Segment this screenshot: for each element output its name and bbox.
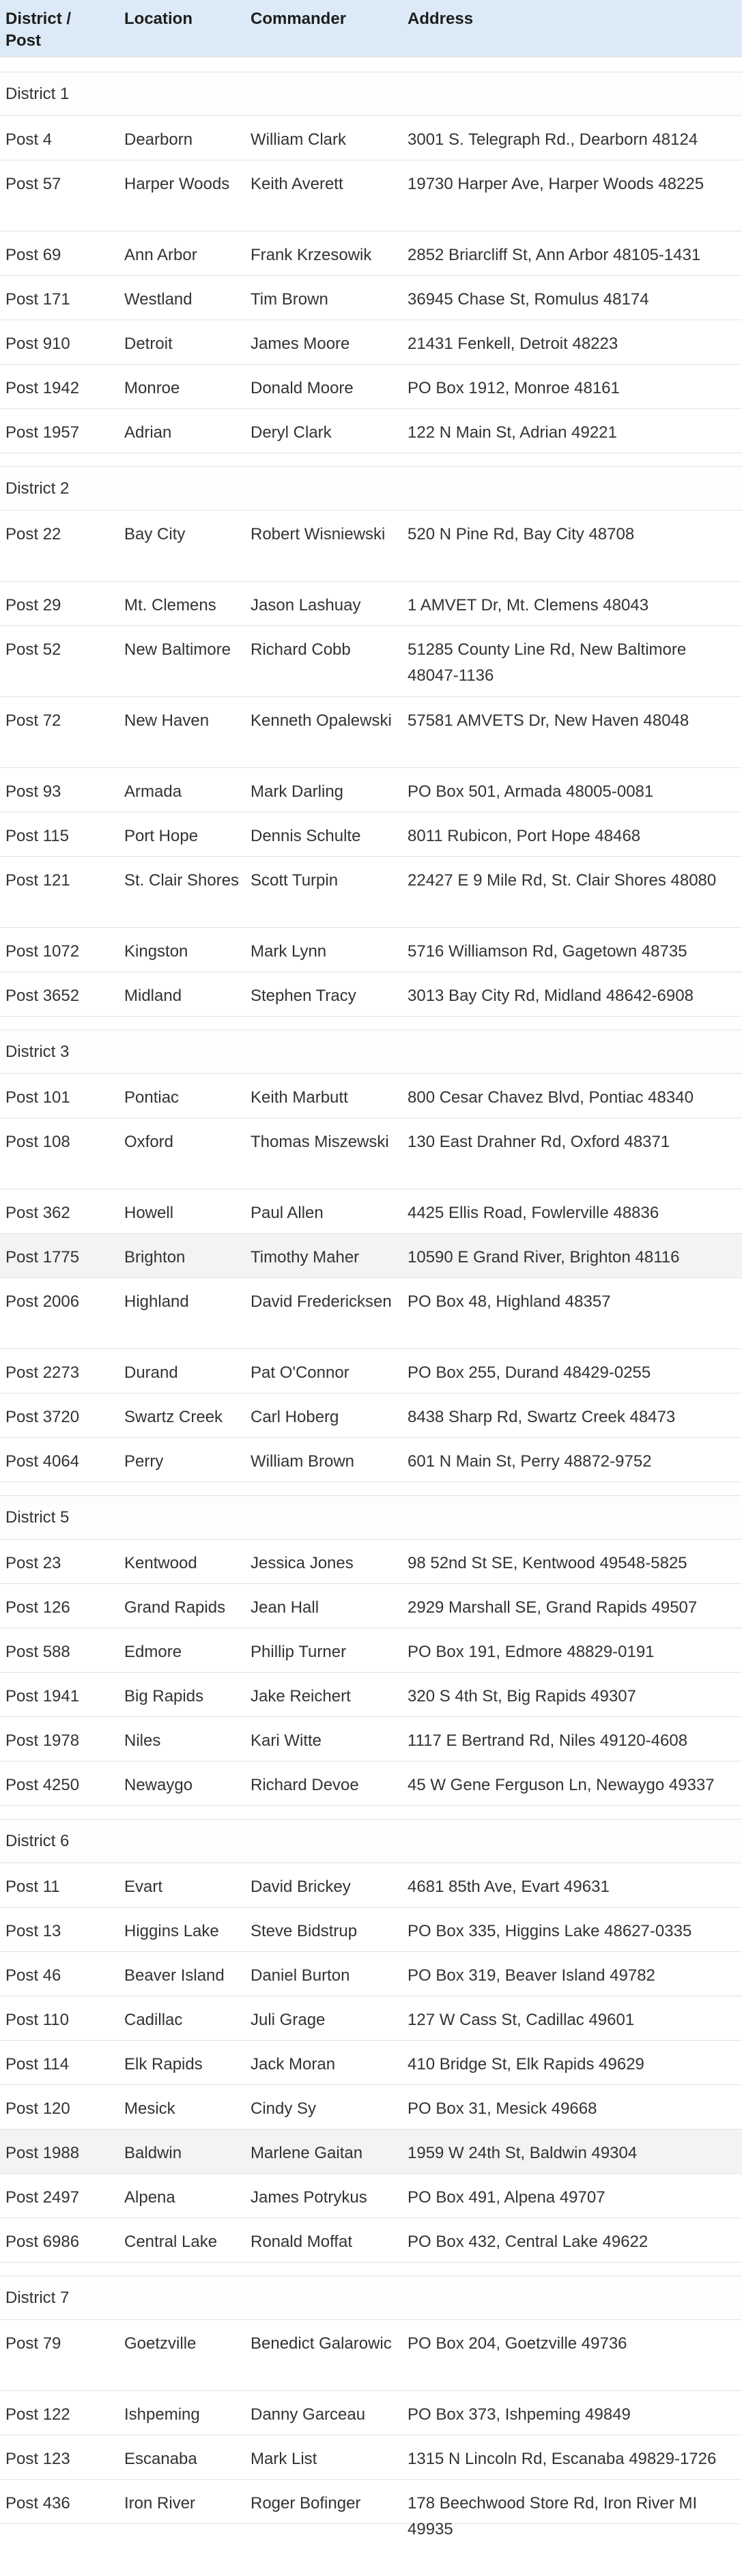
district-spacer [0,1482,742,1496]
table-row [0,972,742,1017]
post-cell: Post 22 [5,525,61,543]
post-cell: Post 23 [5,1554,61,1572]
commander-cell: Tim Brown [251,290,328,309]
table-row [0,1628,742,1673]
location-cell: Cadillac [124,2011,183,2029]
table-row [0,1118,742,1189]
location-cell: New Haven [124,711,210,730]
commander-cell: Frank Krzesowik [251,246,372,264]
table-row [0,1863,742,1908]
address-cell: PO Box 432, Central Lake 49622 [408,2233,648,2251]
location-cell: Ann Arbor [124,246,197,264]
post-cell: Post 2273 [5,1363,80,1382]
post-cell: Post 29 [5,596,61,614]
post-cell: Post 120 [5,2099,70,2118]
location-cell: Mt. Clemens [124,596,216,614]
address-cell: 51285 County Line Rd, New Baltimore 48047-1136 [408,640,687,685]
table-row [0,231,742,276]
address-cell: 8011 Rubicon, Port Hope 48468 [408,827,641,845]
location-cell: Mesick [124,2099,175,2118]
district-spacer [0,453,742,467]
post-cell: Post 1978 [5,1731,80,1750]
post-cell: Post 6986 [5,2233,80,2251]
commander-cell: Ronald Moffat [251,2233,352,2251]
post-cell: Post 171 [5,290,70,309]
header-commander: Commander [251,10,347,28]
commander-cell: Jean Hall [251,1598,319,1617]
post-cell: Post 93 [5,782,61,801]
post-cell: Post 910 [5,335,70,353]
table-row [0,116,742,160]
table-row [0,582,742,626]
table-row [0,365,742,409]
table-row [0,320,742,365]
commander-cell: James Moore [251,335,350,353]
post-cell: Post 101 [5,1088,70,1107]
table-row [0,1438,742,1482]
table-row [0,1717,742,1761]
address-cell: 10590 E Grand River, Brighton 48116 [408,1248,680,1266]
commander-cell: Scott Turpin [251,871,339,890]
header-location: Location [124,10,192,28]
location-cell: Armada [124,782,182,801]
post-cell: Post 114 [5,2055,69,2073]
address-cell: 4425 Ellis Road, Fowlerville 48836 [408,1204,659,1222]
post-cell: Post 1957 [5,423,80,442]
commander-cell: Stephen Tracy [251,987,356,1005]
table-row [0,1189,742,1234]
address-cell: 45 W Gene Ferguson Ln, Newaygo 49337 [408,1776,715,1794]
commander-cell: Roger Bofinger [251,2494,361,2513]
commander-cell: Danny Garceau [251,2405,366,2424]
address-cell: 2929 Marshall SE, Grand Rapids 49507 [408,1598,698,1617]
table-row [0,2041,742,2085]
post-cell: Post 123 [5,2450,70,2468]
location-cell: Monroe [124,379,180,397]
table-row [0,1584,742,1628]
commander-cell: Donald Moore [251,379,354,397]
address-cell: 127 W Cass St, Cadillac 49601 [408,2011,635,2029]
district-heading: District 2 [0,467,742,511]
post-cell: Post 46 [5,1966,61,1985]
post-cell: Post 110 [5,2011,69,2029]
commander-cell: Kari Witte [251,1731,322,1750]
address-cell: PO Box 373, Ishpeming 49849 [408,2405,631,2424]
location-cell: Niles [124,1731,161,1750]
address-cell: 1 AMVET Dr, Mt. Clemens 48043 [408,596,649,614]
commander-cell: Cindy Sy [251,2099,317,2118]
post-cell: Post 126 [5,1598,70,1617]
table-row [0,857,742,928]
table-row [0,1278,742,1349]
table-row [0,1540,742,1584]
commander-cell: Juli Grage [251,2011,326,2029]
address-cell: PO Box 31, Mesick 49668 [408,2099,597,2118]
table-row [0,1952,742,1996]
table-row [0,511,742,582]
commander-cell: Deryl Clark [251,423,332,442]
location-cell: Beaver Island [124,1966,225,1985]
table-row [0,1673,742,1717]
location-cell: Kingston [124,942,188,961]
address-cell: 8438 Sharp Rd, Swartz Creek 48473 [408,1408,676,1426]
location-cell: Alpena [124,2188,175,2207]
table-row [0,2480,742,2538]
address-cell: 601 N Main St, Perry 48872-9752 [408,1452,652,1471]
location-cell: Dearborn [124,130,193,149]
address-cell: 320 S 4th St, Big Rapids 49307 [408,1687,636,1705]
location-cell: Edmore [124,1643,182,1661]
commander-cell: Benedict Galarowic [251,2334,392,2353]
address-cell: 98 52nd St SE, Kentwood 49548-5825 [408,1554,687,1572]
location-cell: Brighton [124,1248,186,1266]
address-cell: PO Box 1912, Monroe 48161 [408,379,620,397]
table-row [0,276,742,320]
post-cell: Post 588 [5,1643,70,1661]
district-spacer [0,57,742,72]
post-cell: Post 436 [5,2494,70,2513]
location-cell: Baldwin [124,2144,182,2162]
table-row [0,768,742,812]
commander-cell: Richard Cobb [251,640,351,659]
address-cell: 2852 Briarcliff St, Ann Arbor 48105-1431 [408,246,701,264]
commander-cell: Mark Darling [251,782,344,801]
location-cell: Westland [124,290,192,309]
table-row [0,1996,742,2041]
location-cell: Perry [124,1452,164,1471]
commander-cell: Keith Marbutt [251,1088,348,1107]
location-cell: Pontiac [124,1088,180,1107]
table-row [0,409,742,453]
table-row [0,1393,742,1438]
post-cell: Post 2497 [5,2188,80,2207]
commander-cell: Jake Reichert [251,1687,351,1705]
header-address: Address [408,10,474,28]
table-header-row [0,0,742,57]
commander-cell: David Brickey [251,1878,351,1896]
address-cell: 130 East Drahner Rd, Oxford 48371 [408,1133,670,1151]
commander-cell: James Potrykus [251,2188,367,2207]
address-cell: 122 N Main St, Adrian 49221 [408,423,617,442]
district-heading: District 1 [0,72,742,116]
address-cell: PO Box 191, Edmore 48829-0191 [408,1643,655,1661]
table-row [0,160,742,231]
commander-cell: Steve Bidstrup [251,1922,358,1940]
post-cell: Post 13 [5,1922,61,1940]
table-row [0,1761,742,1806]
post-cell: Post 1988 [5,2144,80,2162]
location-cell: Harper Woods [124,175,230,193]
post-cell: Post 4250 [5,1776,80,1794]
commander-cell: Jessica Jones [251,1554,354,1572]
address-cell: 22427 E 9 Mile Rd, St. Clair Shores 48080 [408,871,717,890]
post-cell: Post 57 [5,175,61,193]
commander-cell: Timothy Maher [251,1248,360,1266]
post-cell: Post 79 [5,2334,61,2353]
address-cell: 36945 Chase St, Romulus 48174 [408,290,649,309]
address-cell: 1959 W 24th St, Baldwin 49304 [408,2144,638,2162]
commander-cell: Pat O'Connor [251,1363,349,1382]
address-cell: PO Box 255, Durand 48429-0255 [408,1363,651,1382]
table-body [0,57,742,2538]
location-cell: Bay City [124,525,186,543]
post-cell: Post 1775 [5,1248,80,1266]
location-cell: New Baltimore [124,640,231,659]
table-row [0,2391,742,2435]
table-row [0,2085,742,2129]
post-cell: Post 122 [5,2405,70,2424]
address-cell: 5716 Williamson Rd, Gagetown 48735 [408,942,687,961]
post-cell: Post 11 [5,1878,60,1896]
commander-cell: David Fredericksen [251,1292,392,1311]
table-row [0,2435,742,2480]
district-spacer [0,1017,742,1030]
commander-cell: William Clark [251,130,346,149]
address-cell: PO Box 501, Armada 48005-0081 [408,782,654,801]
district-heading: District 5 [0,1496,742,1540]
location-cell: Kentwood [124,1554,197,1572]
location-cell: Howell [124,1204,174,1222]
post-cell: Post 3652 [5,987,80,1005]
address-cell: 1315 N Lincoln Rd, Escanaba 49829-1726 [408,2450,717,2468]
district-heading: District 3 [0,1030,742,1074]
location-cell: Oxford [124,1133,174,1151]
district-spacer [0,2263,742,2276]
location-cell: Goetzville [124,2334,197,2353]
address-cell: 178 Beechwood Store Rd, Iron River MI 49935 [408,2494,698,2538]
address-cell: 410 Bridge St, Elk Rapids 49629 [408,2055,644,2073]
commander-cell: William Brown [251,1452,355,1471]
table-row [0,1074,742,1118]
table-row [0,2129,742,2174]
post-cell: Post 4064 [5,1452,80,1471]
post-cell: Post 4 [5,130,53,149]
table-row [0,1908,742,1952]
location-cell: Port Hope [124,827,199,845]
location-cell: Adrian [124,423,172,442]
location-cell: Detroit [124,335,173,353]
header-district-post [0,0,124,56]
post-cell: Post 3720 [5,1408,80,1426]
commander-cell: Dennis Schulte [251,827,361,845]
table-row [0,697,742,768]
location-cell: Escanaba [124,2450,197,2468]
address-cell: PO Box 319, Beaver Island 49782 [408,1966,655,1985]
location-cell: Ishpeming [124,2405,200,2424]
address-cell: 19730 Harper Ave, Harper Woods 48225 [408,175,704,193]
post-cell: Post 2006 [5,1292,80,1311]
commander-cell: Mark List [251,2450,317,2468]
address-cell: 800 Cesar Chavez Blvd, Pontiac 48340 [408,1088,694,1107]
address-cell: 57581 AMVETS Dr, New Haven 48048 [408,711,689,730]
district-heading: District 6 [0,1820,742,1863]
district-spacer [0,1806,742,1820]
commander-cell: Paul Allen [251,1204,324,1222]
address-cell: 21431 Fenkell, Detroit 48223 [408,335,618,353]
location-cell: Big Rapids [124,1687,204,1705]
table-row [0,2218,742,2263]
location-cell: Evart [124,1878,163,1896]
commander-cell: Richard Devoe [251,1776,359,1794]
location-cell: Newaygo [124,1776,193,1794]
commander-cell: Robert Wisniewski [251,525,386,543]
commander-cell: Carl Hoberg [251,1408,339,1426]
post-cell: Post 1942 [5,379,80,397]
commander-cell: Mark Lynn [251,942,327,961]
post-cell: Post 1941 [5,1687,80,1705]
location-cell: Swartz Creek [124,1408,223,1426]
post-cell: Post 362 [5,1204,70,1222]
location-cell: Higgins Lake [124,1922,219,1940]
address-cell: PO Box 335, Higgins Lake 48627-0335 [408,1922,692,1940]
commander-cell: Jack Moran [251,2055,336,2073]
table-row [0,812,742,857]
commander-cell: Phillip Turner [251,1643,347,1661]
location-cell: Midland [124,987,182,1005]
location-cell: Central Lake [124,2233,218,2251]
address-cell: 3001 S. Telegraph Rd., Dearborn 48124 [408,130,698,149]
commander-cell: Jason Lashuay [251,596,361,614]
table-row [0,2320,742,2391]
commander-cell: Thomas Miszewski [251,1133,389,1151]
post-cell: Post 52 [5,640,61,659]
header-district-post-label: District / Post [5,10,72,50]
location-cell: Highland [124,1292,189,1311]
address-cell: PO Box 491, Alpena 49707 [408,2188,605,2207]
post-cell: Post 1072 [5,942,80,961]
address-cell: 3013 Bay City Rd, Midland 48642-6908 [408,987,694,1005]
district-heading: District 7 [0,2276,742,2320]
post-cell: Post 69 [5,246,61,264]
table-row [0,1234,742,1278]
address-cell: 520 N Pine Rd, Bay City 48708 [408,525,635,543]
post-cell: Post 115 [5,827,69,845]
location-cell: Iron River [124,2494,196,2513]
table-row [0,626,742,697]
commander-cell: Marlene Gaitan [251,2144,363,2162]
post-cell: Post 72 [5,711,61,730]
address-cell: 4681 85th Ave, Evart 49631 [408,1878,610,1896]
commander-cell: Kenneth Opalewski [251,711,392,730]
post-cell: Post 121 [5,871,70,890]
post-cell: Post 108 [5,1133,70,1151]
location-cell: St. Clair Shores [124,871,240,890]
table-row [0,1349,742,1393]
commander-cell: Keith Averett [251,175,343,193]
commander-cell: Daniel Burton [251,1966,350,1985]
address-cell: 1117 E Bertrand Rd, Niles 49120-4608 [408,1731,688,1750]
location-cell: Durand [124,1363,178,1382]
location-cell: Elk Rapids [124,2055,203,2073]
address-cell: PO Box 204, Goetzville 49736 [408,2334,627,2353]
address-cell: PO Box 48, Highland 48357 [408,1292,611,1311]
location-cell: Grand Rapids [124,1598,226,1617]
table-row [0,2174,742,2218]
table-row [0,928,742,972]
